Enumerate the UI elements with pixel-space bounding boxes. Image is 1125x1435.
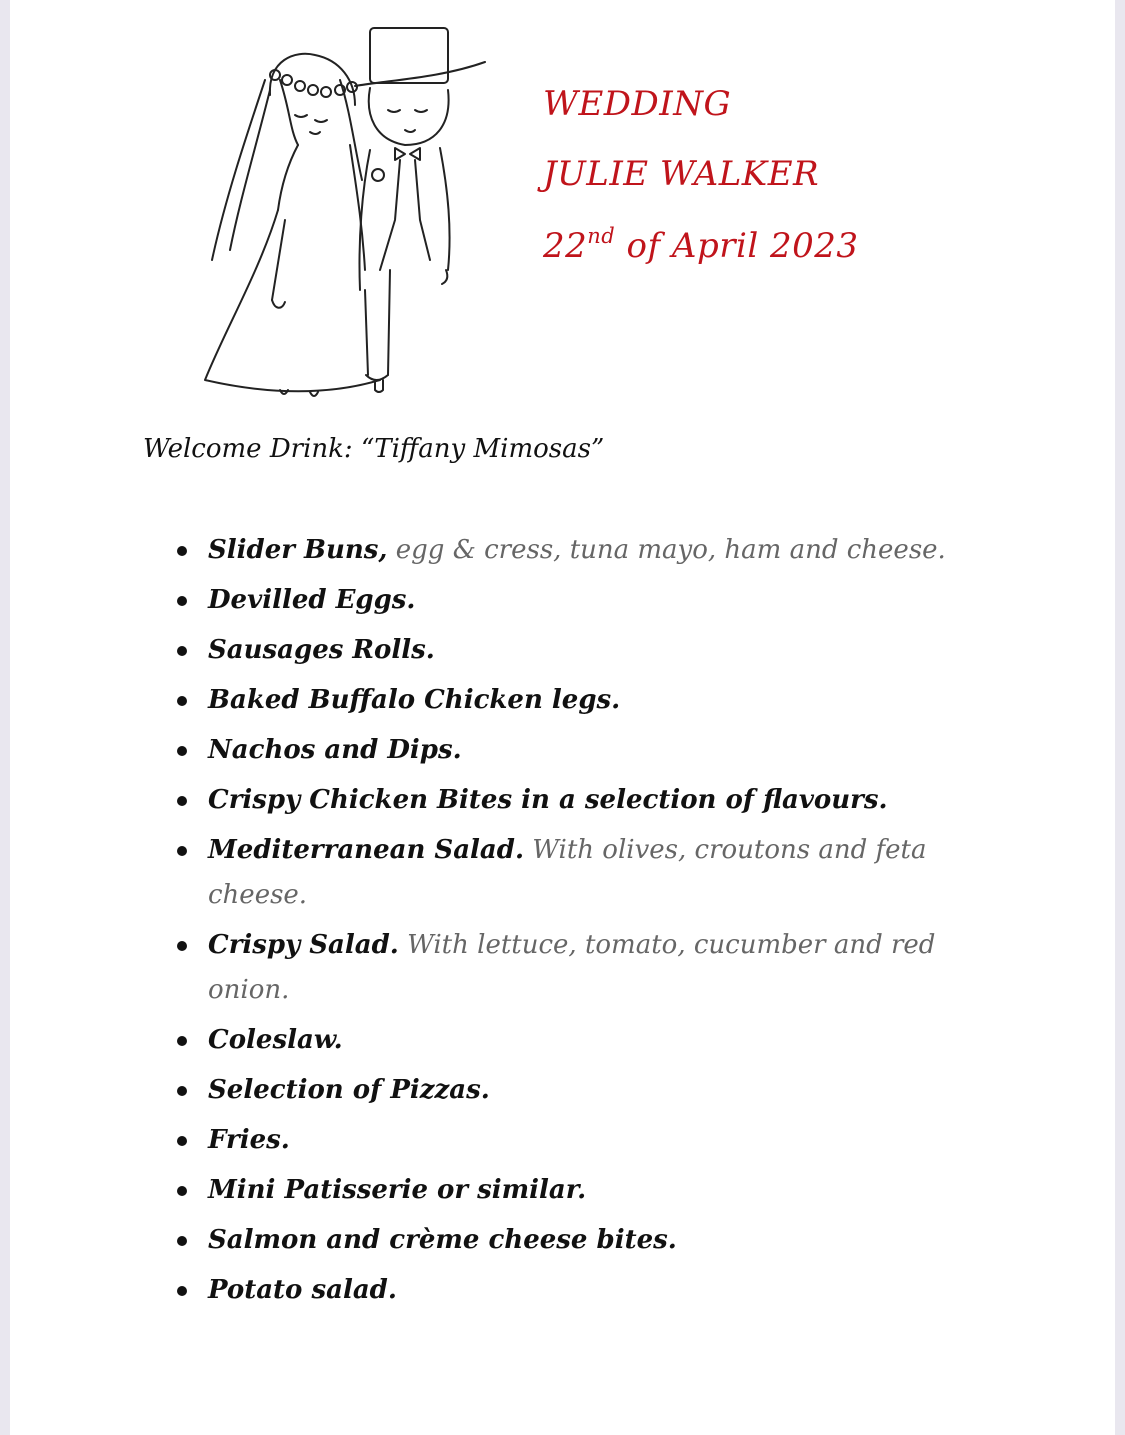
welcome-drink: Welcome Drink: “Tiffany Mimosas”	[143, 434, 605, 464]
page-edge-right	[1115, 0, 1125, 1435]
menu-item-detail: With olives, croutons and feta cheese.	[208, 835, 927, 910]
page-edge-left	[0, 0, 10, 1435]
date-suffix: nd	[587, 224, 616, 248]
menu-item-detail: egg & cress, tuna mayo, ham and cheese.	[387, 535, 946, 565]
bullet-icon	[177, 696, 187, 706]
list-item	[170, 528, 960, 573]
list-item	[170, 678, 960, 723]
menu-list	[170, 528, 960, 1318]
bullet-icon	[177, 546, 187, 556]
wedding-title: WEDDING	[543, 84, 732, 124]
bullet-icon	[177, 941, 187, 951]
menu-item-name: Baked Buffalo Chicken legs.	[208, 685, 621, 715]
list-item	[170, 728, 960, 773]
list-item	[170, 828, 960, 918]
menu-item-name: Crispy Salad.	[208, 930, 399, 960]
bullet-icon	[177, 1286, 187, 1296]
menu-item-name: Crispy Chicken Bites in a selection of flavours.	[208, 785, 888, 815]
wedding-date	[543, 224, 859, 266]
menu-item-name: Nachos and Dips.	[208, 735, 462, 765]
bullet-icon	[177, 846, 187, 856]
menu-item-name: Slider Buns,	[208, 535, 388, 565]
bullet-icon	[177, 1186, 187, 1196]
menu-item-name: Devilled Eggs.	[208, 585, 416, 615]
menu-item-name: Salmon and crème cheese bites.	[208, 1225, 677, 1255]
list-item	[170, 1118, 960, 1163]
list-item	[170, 778, 960, 823]
menu-item-name: Fries.	[208, 1125, 290, 1155]
couple-name: JULIE WALKER	[543, 154, 820, 194]
list-item	[170, 1218, 960, 1263]
bullet-icon	[177, 746, 187, 756]
list-item	[170, 578, 960, 623]
menu-item-detail: With lettuce, tomato, cucumber and red onion.	[208, 930, 936, 1005]
bullet-icon	[177, 1036, 187, 1046]
bullet-icon	[177, 1236, 187, 1246]
menu-item-name: Mini Patisserie or similar.	[208, 1175, 587, 1205]
list-item	[170, 628, 960, 673]
date-day: 22	[543, 226, 588, 266]
menu-item-name: Coleslaw.	[208, 1025, 343, 1055]
menu-item-name: Mediterranean Salad.	[208, 835, 524, 865]
bullet-icon	[177, 796, 187, 806]
list-item	[170, 923, 960, 1013]
list-item	[170, 1268, 960, 1313]
menu-item-name: Potato salad.	[208, 1275, 397, 1305]
bullet-icon	[177, 646, 187, 656]
menu-item-name: Sausages Rolls.	[208, 635, 435, 665]
bride-and-groom-illustration	[190, 20, 490, 410]
list-item	[170, 1068, 960, 1113]
bullet-icon	[177, 1136, 187, 1146]
document-page	[10, 0, 1115, 1435]
menu-item-name: Selection of Pizzas.	[208, 1075, 490, 1105]
bullet-icon	[177, 1086, 187, 1096]
list-item	[170, 1168, 960, 1213]
list-item	[170, 1018, 960, 1063]
date-rest: of April 2023	[615, 226, 859, 266]
bullet-icon	[177, 596, 187, 606]
